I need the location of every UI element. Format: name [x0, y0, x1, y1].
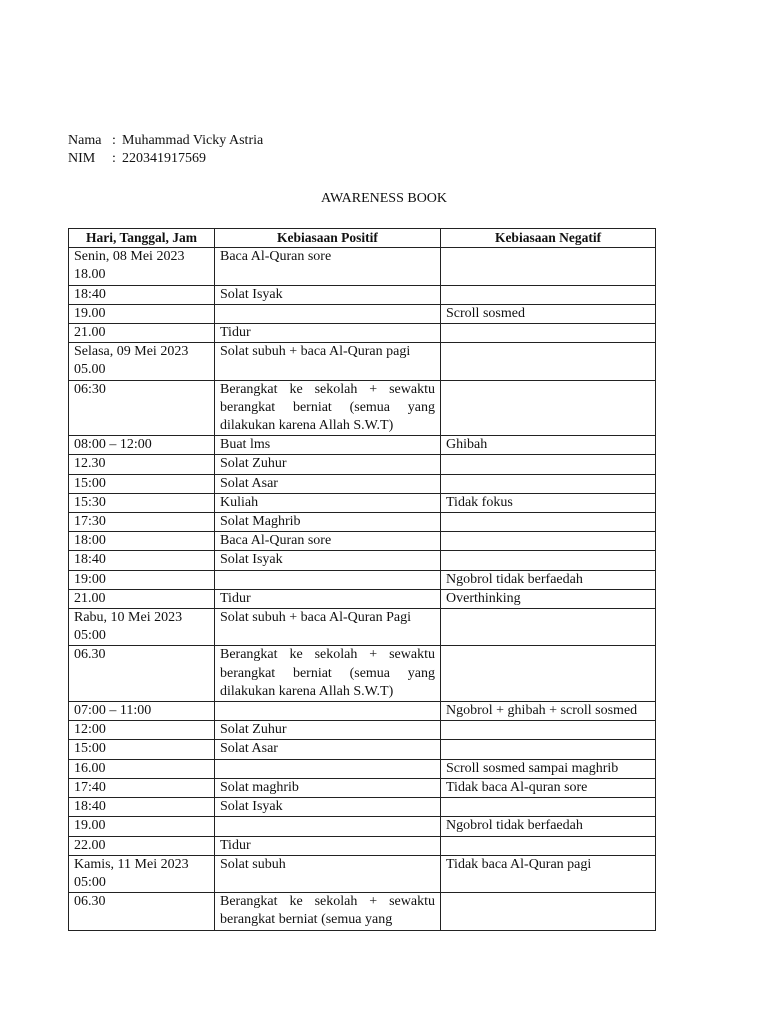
name-row	[68, 132, 263, 150]
time-line: 05.00	[74, 362, 106, 378]
nim-label: NIM	[68, 151, 96, 166]
cell-positive-habit: Baca Al-Quran sore	[215, 248, 441, 285]
cell-time	[69, 778, 215, 797]
cell-positive-habit: Solat subuh + baca Al-Quran Pagi	[215, 609, 441, 646]
table-row	[69, 798, 656, 817]
header-time: Hari, Tanggal, Jam	[69, 229, 215, 248]
cell-positive-habit: Solat Asar	[215, 740, 441, 759]
table-row	[69, 855, 656, 892]
cell-time	[69, 836, 215, 855]
cell-time	[69, 285, 215, 304]
table-row	[69, 551, 656, 570]
time-line: 18.00	[74, 267, 106, 283]
cell-positive-habit: Tidur	[215, 589, 441, 608]
cell-time	[69, 343, 215, 380]
cell-time	[69, 740, 215, 759]
cell-positive-habit: Solat Isyak	[215, 798, 441, 817]
header-positive: Kebiasaan Positif	[215, 229, 441, 248]
cell-time	[69, 474, 215, 493]
nim-value: 220341917569	[122, 151, 206, 166]
cell-negative-habit	[441, 324, 656, 343]
time-line: 18:40	[74, 799, 106, 815]
time-line: 17:30	[74, 514, 106, 530]
table-row	[69, 721, 656, 740]
cell-negative-habit	[441, 721, 656, 740]
cell-negative-habit: Ghibah	[441, 436, 656, 455]
name-value: Muhammad Vicky Astria	[122, 133, 264, 148]
time-line: 21.00	[74, 590, 106, 606]
cell-negative-habit: Tidak fokus	[441, 493, 656, 512]
table-row	[69, 893, 656, 930]
time-line: Senin, 08 Mei 2023	[74, 249, 185, 265]
table-body	[69, 248, 656, 930]
cell-positive-habit: Solat Isyak	[215, 551, 441, 570]
cell-positive-habit	[215, 304, 441, 323]
time-line: Rabu, 10 Mei 2023	[74, 610, 183, 626]
time-line: Kamis, 11 Mei 2023	[74, 856, 189, 872]
cell-positive-habit: Solat Zuhur	[215, 455, 441, 474]
header-negative: Kebiasaan Negatif	[441, 229, 656, 248]
cell-negative-habit	[441, 343, 656, 380]
cell-negative-habit: Overthinking	[441, 589, 656, 608]
name-label: Nama	[68, 133, 102, 148]
cell-time	[69, 646, 215, 702]
table-row	[69, 493, 656, 512]
cell-negative-habit	[441, 474, 656, 493]
cell-positive-habit: Berangkat ke sekolah + sewaktu berangkat berniat (semua yang dilakukan karena Allah S.W.T)	[215, 380, 441, 436]
cell-negative-habit: Tidak baca Al-quran sore	[441, 778, 656, 797]
cell-time	[69, 798, 215, 817]
cell-time	[69, 609, 215, 646]
table-row	[69, 740, 656, 759]
cell-negative-habit	[441, 551, 656, 570]
cell-positive-habit	[215, 570, 441, 589]
table-row	[69, 436, 656, 455]
cell-positive-habit: Solat Asar	[215, 474, 441, 493]
time-line: 15:00	[74, 741, 106, 757]
cell-time	[69, 513, 215, 532]
time-line: 12.30	[74, 456, 106, 472]
document-title: AWARENESS BOOK	[320, 191, 448, 206]
cell-positive-habit	[215, 702, 441, 721]
table-row	[69, 570, 656, 589]
awareness-table	[68, 228, 656, 931]
table-row	[69, 702, 656, 721]
table-row	[69, 532, 656, 551]
cell-negative-habit	[441, 248, 656, 285]
student-identity	[68, 132, 263, 168]
table-row	[69, 589, 656, 608]
time-line: 05:00	[74, 874, 106, 890]
table-row	[69, 817, 656, 836]
cell-time	[69, 570, 215, 589]
cell-negative-habit	[441, 513, 656, 532]
cell-negative-habit: Ngobrol tidak berfaedah	[441, 817, 656, 836]
time-line: 22.00	[74, 837, 106, 853]
cell-positive-habit: Berangkat ke sekolah + sewaktu berangkat berniat (semua yang dilakukan karena Allah S.W.T)	[215, 646, 441, 702]
cell-time	[69, 702, 215, 721]
cell-positive-habit	[215, 817, 441, 836]
cell-positive-habit: Baca Al-Quran sore	[215, 532, 441, 551]
cell-time	[69, 817, 215, 836]
time-line: 19:00	[74, 571, 106, 587]
cell-negative-habit	[441, 285, 656, 304]
cell-time	[69, 248, 215, 285]
cell-positive-habit: Buat lms	[215, 436, 441, 455]
time-line: 19.00	[74, 305, 106, 321]
name-separator: :	[112, 133, 116, 148]
cell-positive-habit: Berangkat ke sekolah + sewaktu berangkat berniat (semua yang	[215, 893, 441, 930]
cell-negative-habit	[441, 380, 656, 436]
table-row	[69, 455, 656, 474]
cell-positive-habit: Solat subuh	[215, 855, 441, 892]
cell-negative-habit: Tidak baca Al-Quran pagi	[441, 855, 656, 892]
cell-time	[69, 324, 215, 343]
cell-negative-habit: Scroll sosmed sampai maghrib	[441, 759, 656, 778]
table-row	[69, 248, 656, 285]
cell-negative-habit: Ngobrol + ghibah + scroll sosmed	[441, 702, 656, 721]
table-row	[69, 646, 656, 702]
cell-positive-habit	[215, 759, 441, 778]
cell-time	[69, 532, 215, 551]
cell-negative-habit	[441, 532, 656, 551]
time-line: 18:40	[74, 552, 106, 568]
time-line: 15:30	[74, 494, 106, 510]
cell-time	[69, 893, 215, 930]
cell-time	[69, 493, 215, 512]
cell-time	[69, 455, 215, 474]
nim-separator: :	[112, 151, 116, 166]
time-line: 06.30	[74, 894, 106, 910]
nim-row	[68, 150, 263, 168]
table-row	[69, 343, 656, 380]
cell-negative-habit: Scroll sosmed	[441, 304, 656, 323]
cell-negative-habit: Ngobrol tidak berfaedah	[441, 570, 656, 589]
cell-positive-habit: Tidur	[215, 836, 441, 855]
table-row	[69, 759, 656, 778]
cell-time	[69, 304, 215, 323]
cell-negative-habit	[441, 836, 656, 855]
time-line: Selasa, 09 Mei 2023	[74, 344, 189, 360]
cell-time	[69, 436, 215, 455]
table-header-row	[69, 229, 656, 248]
time-line: 17:40	[74, 779, 106, 795]
cell-time	[69, 589, 215, 608]
time-line: 21.00	[74, 325, 106, 341]
time-line: 08:00 – 12:00	[74, 437, 152, 453]
cell-time	[69, 855, 215, 892]
table-row	[69, 474, 656, 493]
cell-positive-habit: Solat maghrib	[215, 778, 441, 797]
table-row	[69, 324, 656, 343]
cell-positive-habit: Kuliah	[215, 493, 441, 512]
time-line: 05:00	[74, 628, 106, 644]
time-line: 06.30	[74, 647, 106, 663]
table-row	[69, 304, 656, 323]
cell-time	[69, 759, 215, 778]
time-line: 18:00	[74, 533, 106, 549]
cell-positive-habit: Solat Isyak	[215, 285, 441, 304]
cell-negative-habit	[441, 740, 656, 759]
cell-negative-habit	[441, 609, 656, 646]
time-line: 06:30	[74, 381, 106, 397]
table-row	[69, 513, 656, 532]
cell-negative-habit	[441, 646, 656, 702]
time-line: 07:00 – 11:00	[74, 703, 152, 719]
table-row	[69, 380, 656, 436]
cell-time	[69, 551, 215, 570]
table-row	[69, 609, 656, 646]
cell-positive-habit: Solat Zuhur	[215, 721, 441, 740]
cell-positive-habit: Tidur	[215, 324, 441, 343]
cell-time	[69, 380, 215, 436]
table-row	[69, 836, 656, 855]
cell-positive-habit: Solat Maghrib	[215, 513, 441, 532]
cell-time	[69, 721, 215, 740]
cell-positive-habit: Solat subuh + baca Al-Quran pagi	[215, 343, 441, 380]
time-line: 12:00	[74, 722, 106, 738]
table-row	[69, 285, 656, 304]
table-row	[69, 778, 656, 797]
time-line: 18:40	[74, 286, 106, 302]
cell-negative-habit	[441, 798, 656, 817]
time-line: 19.00	[74, 818, 106, 834]
time-line: 15:00	[74, 475, 106, 491]
cell-negative-habit	[441, 455, 656, 474]
cell-negative-habit	[441, 893, 656, 930]
time-line: 16.00	[74, 760, 106, 776]
